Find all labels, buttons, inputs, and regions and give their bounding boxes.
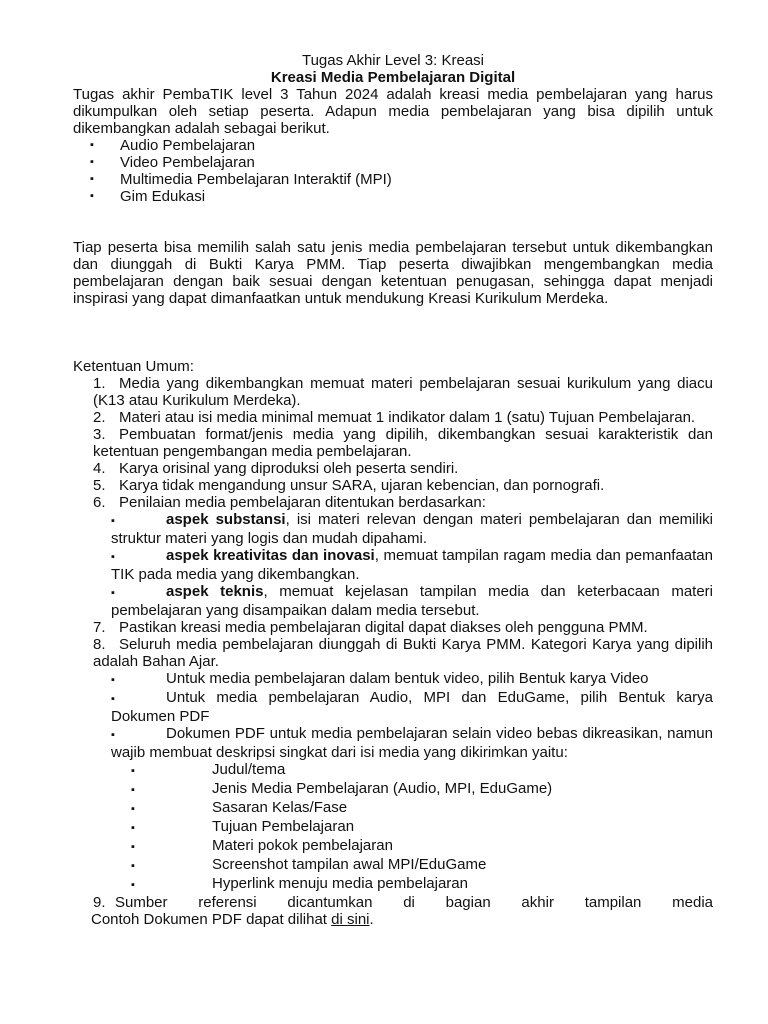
description-items	[73, 761, 713, 894]
rule-item: 9. Sumber referensi dicantumkan di bagian akhir tampilan media	[93, 894, 713, 911]
rules-heading: Ketentuan Umum:	[73, 358, 194, 375]
rule-item: 8. Seluruh media pembelajaran diunggah di Bukti Karya PMM. Kategori Karya yang dipilih adalah Bahan Ajar.	[93, 636, 713, 670]
description-item: ▪ Materi pokok pembelajaran	[131, 837, 393, 854]
list-item: ▪ Audio Pembelajaran	[73, 137, 713, 154]
rule-item: 6. Penilaian media pembelajaran ditentukan berdasarkan:	[93, 494, 486, 511]
description-item: ▪ Sasaran Kelas/Fase	[131, 799, 348, 816]
rule-item: 4. Karya orisinal yang diproduksi oleh peserta sendiri.	[93, 460, 459, 477]
doc-subtitle: Kreasi Media Pembelajaran Digital	[270, 69, 516, 86]
participant-paragraph: Tiap peserta bisa memilih salah satu jenis media pembelajaran tersebut untuk dikembangkan dan diunggah di Bukti Karya PMM. Tiap peserta diwajibkan mengembangkan media pembelajaran dengan baik sesuai dengan ketentuan penugasan, sehingga dapat menjadi inspirasi yang dapat dimanfaatkan untuk mendukung Kreasi Kurikulum Merdeka.	[73, 239, 713, 307]
description-item: ▪ Judul/tema	[131, 761, 286, 778]
rules-list	[73, 375, 713, 511]
upload-notes	[73, 670, 713, 761]
rule-item: 1. Media yang dikembangkan memuat materi pembelajaran sesuai kurikulum yang diacu (K13 atau Kurikulum Merdeka).	[93, 375, 713, 409]
upload-note: ▪ Untuk media pembelajaran Audio, MPI dan EduGame, pilih Bentuk karya Dokumen PDF	[111, 689, 713, 725]
example-link[interactable]: di sini	[331, 911, 370, 928]
upload-note: ▪ Dokumen PDF untuk media pembelajaran selain video bebas dikreasikan, namun wajib membuat deskripsi singkat dari isi media yang dikirimkan yaitu:	[111, 725, 713, 761]
rule-item: 2. Materi atau isi media minimal memuat 1 indikator dalam 1 (satu) Tujuan Pembelajaran.	[93, 409, 696, 426]
list-item: ▪ Multimedia Pembelajaran Interaktif (MPI)	[73, 171, 713, 188]
description-item: ▪ Tujuan Pembelajaran	[131, 818, 355, 835]
intro-paragraph: Tugas akhir PembaTIK level 3 Tahun 2024 adalah kreasi media pembelajaran yang harus dikumpulkan oleh setiap peserta. Adapun media pembelajaran yang bisa dipilih untuk dikembangkan adalah sebagai berikut.	[73, 86, 713, 137]
media-list	[73, 137, 713, 205]
description-item: ▪ Jenis Media Pembelajaran (Audio, MPI, EduGame)	[131, 780, 553, 797]
doc-title: Tugas Akhir Level 3: Kreasi	[301, 52, 485, 69]
aspect-item: ▪ aspek substansi, isi materi relevan dengan materi pembelajaran dan memiliki struktur materi yang logis dan mudah dipahami.	[111, 511, 714, 547]
rule-item: 5. Karya tidak mengandung unsur SARA, ujaran kebencian, dan pornografi.	[93, 477, 605, 494]
aspect-item: ▪ aspek kreativitas dan inovasi, memuat tampilan ragam media dan pemanfaatan TIK pada media yang dikembangkan.	[111, 547, 713, 583]
rule-item: 7. Pastikan kreasi media pembelajaran digital dapat diakses oleh pengguna PMM.	[93, 619, 648, 636]
description-item: ▪ Screenshot tampilan awal MPI/EduGame	[131, 856, 487, 873]
list-item: ▪ Gim Edukasi	[73, 188, 713, 205]
rule-item: 3. Pembuatan format/jenis media yang dipilih, dikembangkan sesuai karakteristik dan ketentuan pengembangan media pembelajaran.	[93, 426, 713, 460]
assessment-aspects	[73, 511, 713, 619]
aspect-item: ▪ aspek teknis, memuat kejelasan tampilan media dan keterbacaan materi pembelajaran yang disampaikan dalam media tersebut.	[111, 583, 713, 619]
description-item: ▪ Hyperlink menuju media pembelajaran	[131, 875, 468, 892]
upload-note: ▪ Untuk media pembelajaran dalam bentuk video, pilih Bentuk karya Video	[111, 670, 649, 687]
list-item: ▪ Video Pembelajaran	[73, 154, 713, 171]
document-page	[73, 0, 713, 928]
example-note: Contoh Dokumen PDF dapat dilihat di sini.	[91, 911, 374, 928]
